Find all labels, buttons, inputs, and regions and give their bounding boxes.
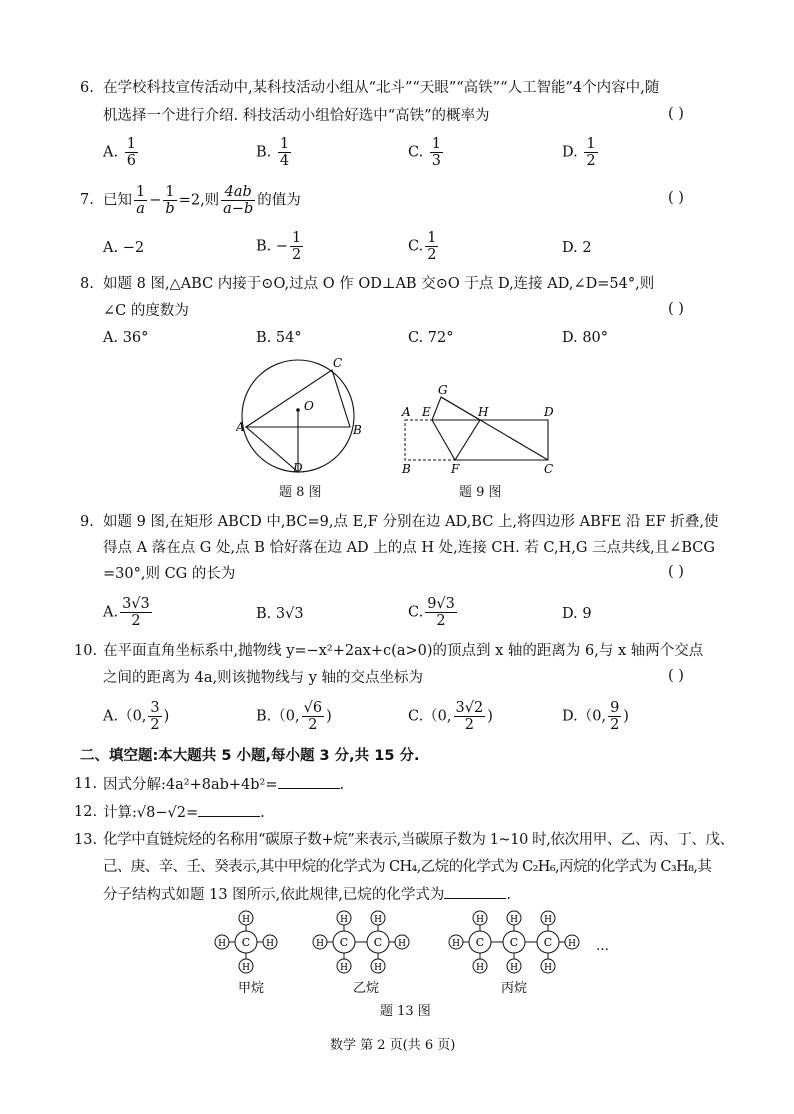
fig8-lines xyxy=(246,370,350,472)
hydrogen-atom-label: H xyxy=(544,963,552,973)
q8-option-a: A. 36° xyxy=(103,330,149,346)
q6-option-c-label: C. xyxy=(408,144,424,161)
q7-frac-2: $\frac{1}{b}$ xyxy=(165,184,175,217)
q6-number: 6. xyxy=(80,80,94,96)
q13-answer-blank[interactable] xyxy=(444,884,506,899)
hydrogen-atom-label: H xyxy=(340,915,348,925)
figure-8-diagram xyxy=(236,352,366,477)
q9-stem-line2: 得点 A 落在点 G 处,点 B 恰好落在边 AD 上的点 H 处,连接 CH. 若 C,H,G 三点共线,且∠BCG xyxy=(103,540,715,556)
q10-stem-line2: 之间的距离为 4a,则该抛物线与 y 轴的交点坐标为 xyxy=(103,670,423,686)
hydrogen-atom-label: H xyxy=(510,963,518,973)
q10-option-b: B.（0, $\frac{√6}{2}$ ) xyxy=(256,700,332,733)
carbon-atom-label: C xyxy=(373,936,383,949)
q11-answer-blank[interactable] xyxy=(278,774,340,789)
q8-stem-line2: ∠C 的度数为 xyxy=(103,303,189,319)
page-footer: 数学 第 2 页(共 6 页) xyxy=(330,1038,456,1053)
q8-stem-line1: 如题 8 图,△ABC 内接于⊙O,过点 O 作 OD⊥AB 交⊙O 于点 D,连接 AD,∠D=54°,则 xyxy=(103,276,655,292)
q12-answer-blank[interactable] xyxy=(198,802,260,817)
fig8-center-point xyxy=(296,408,300,412)
q13-stem-line1: 化学中直链烷烃的名称用“碳原子数+烷”来表示,当碳原子数为 1~10 时,依次用甲、乙、丙、丁、戊、 xyxy=(103,832,734,848)
hydrogen-atom-label: H xyxy=(398,939,406,949)
figure-13-diagram xyxy=(208,908,620,994)
q6-option-b xyxy=(256,136,293,169)
q10-stem-line1: 在平面直角坐标系中,抛物线 y=−x²+2ax+c(a>0)的顶点到 x 轴的距离为 6,与 x 轴两个交点 xyxy=(103,643,704,659)
fig9-label-f: F xyxy=(451,462,460,476)
fig9-label-g: G xyxy=(438,383,448,397)
q6-option-d xyxy=(562,136,600,169)
q9-answer-paren: ( ) xyxy=(668,564,684,580)
q12-number: 12. xyxy=(74,804,98,820)
hydrogen-atom-label: H xyxy=(242,963,250,973)
q7-option-c: C. $\frac{1}{2}$ xyxy=(408,230,437,263)
q7-option-a: A. −2 xyxy=(103,240,145,256)
q8-number: 8. xyxy=(80,276,94,292)
carbon-atom-label: C xyxy=(509,936,519,949)
q11-number: 11. xyxy=(74,776,98,792)
q10-option-c: C.（0, $\frac{3√2}{2}$ ) xyxy=(408,700,493,733)
fig8-label-d: D xyxy=(293,461,303,475)
q6-answer-paren: ( ) xyxy=(668,106,684,122)
q9-option-b: B. 3√3 xyxy=(256,606,304,622)
fig9-line-gc xyxy=(441,397,548,460)
fig8-label-a: A xyxy=(236,420,245,434)
fig8-caption: 题 8 图 xyxy=(279,485,322,500)
q9-option-a: A. $\frac{3√3}{2}$ xyxy=(103,596,150,629)
fig9-label-e: E xyxy=(422,405,431,419)
q6-option-c-fraction: $\frac{1}{3}$ xyxy=(431,136,442,169)
q10-number: 10. xyxy=(74,643,98,659)
fig9-label-c: C xyxy=(544,462,554,476)
q12-stem: 计算:√8−√2= . xyxy=(103,802,265,823)
hydrogen-atom-label: H xyxy=(544,915,552,925)
figure-9-diagram xyxy=(398,380,563,478)
fig9-label-a: A xyxy=(402,405,411,419)
carbon-atom-label: C xyxy=(475,936,485,949)
fig9-caption: 题 9 图 xyxy=(459,485,502,500)
q9-stem-line3: =30°,则 CG 的长为 xyxy=(103,566,236,582)
q13-stem-line3: 分子结构式如题 13 图所示,依此规律,已烷的化学式为 . xyxy=(103,884,511,905)
q13-stem-line2: 己、庚、辛、壬、癸表示,其中甲烷的化学式为 CH₄,乙烷的化学式为 C₂H₆,丙烷的化学式为 C₃H₈,其 xyxy=(103,859,712,875)
hydrogen-atom-label: H xyxy=(568,939,576,949)
fig9-label-d: D xyxy=(544,405,554,419)
q7-option-d: D. 2 xyxy=(562,240,592,256)
hydrogen-atom-label: H xyxy=(452,939,460,949)
q8-answer-paren: ( ) xyxy=(668,301,684,317)
q7-option-b: B. − $\frac{1}{2}$ xyxy=(256,230,302,263)
q6-option-a-fraction: $\frac{1}{6}$ xyxy=(126,136,136,169)
carbon-atom-label: C xyxy=(543,936,553,949)
q7-frac-3: $\frac{4ab}{a-b}$ xyxy=(223,184,254,217)
q13-number: 13. xyxy=(74,832,98,848)
carbon-atom-label: C xyxy=(241,936,251,949)
q6-option-b-label: B. xyxy=(256,144,272,161)
fig13-name-ethane: 乙烷 xyxy=(353,981,380,994)
q10-option-d: D.（0, $\frac{9}{2}$ ) xyxy=(562,700,629,733)
q7-stem: 已知 $\frac{1}{a}$ − $\frac{1}{b}$ =2,则 $\frac{4ab}{a-b}$ 的值为 xyxy=(103,184,301,217)
q9-stem-line1: 如题 9 图,在矩形 ABCD 中,BC=9,点 E,F 分别在边 AD,BC 上,将四边形 ABFE 沿 EF 折叠,使 xyxy=(103,514,719,530)
q6-option-a xyxy=(103,136,140,169)
q6-option-d-fraction: $\frac{1}{2}$ xyxy=(586,136,596,169)
q6-option-a-label: A. xyxy=(103,144,119,161)
hydrogen-atom-label: H xyxy=(374,963,382,973)
q6-option-b-fraction: $\frac{1}{4}$ xyxy=(279,136,290,169)
q7-answer-paren: ( ) xyxy=(668,190,684,206)
fig13-name-methane: 甲烷 xyxy=(238,981,265,994)
q6-option-d-label: D. xyxy=(562,144,578,161)
fig8-label-b: B xyxy=(353,423,362,437)
q10-answer-paren: ( ) xyxy=(668,668,684,684)
hydrogen-atom-label: H xyxy=(242,915,250,925)
q6-stem-line1: 在学校科技宣传活动中,某科技活动小组从“北斗”“天眼”“高铁”“人工智能”4个内容中,随 xyxy=(103,80,660,96)
hydrogen-atom-label: H xyxy=(374,915,382,925)
q10-option-a: A.（0, $\frac{3}{2}$ ) xyxy=(103,700,170,733)
q9-number: 9. xyxy=(80,514,94,530)
fig9-label-h: H xyxy=(478,405,489,419)
fig13-ellipsis: … xyxy=(596,939,609,954)
q6-option-c xyxy=(408,136,445,169)
q7-frac-1: $\frac{1}{a}$ xyxy=(136,184,146,217)
fig13-caption: 题 13 图 xyxy=(380,1004,431,1019)
section-2-heading: 二、填空题:本大题共 5 小题,每小题 3 分,共 15 分. xyxy=(80,748,420,764)
q6-stem-line2: 机选择一个进行介绍. 科技活动小组恰好选中“高铁”的概率为 xyxy=(103,108,490,124)
hydrogen-atom-label: H xyxy=(266,939,274,949)
q8-option-b: B. 54° xyxy=(256,330,302,346)
fig8-label-c: C xyxy=(333,356,343,370)
q8-option-d: D. 80° xyxy=(562,330,609,346)
fig9-label-b: B xyxy=(402,462,411,476)
hydrogen-atom-label: H xyxy=(218,939,226,949)
hydrogen-atom-label: H xyxy=(476,915,484,925)
hydrogen-atom-label: H xyxy=(340,963,348,973)
q7-number: 7. xyxy=(80,192,94,208)
fig8-label-o: O xyxy=(304,399,314,413)
q8-option-c: C. 72° xyxy=(408,330,454,346)
fig13-molecules xyxy=(215,911,579,973)
q9-option-d: D. 9 xyxy=(562,606,592,622)
hydrogen-atom-label: H xyxy=(510,915,518,925)
q9-option-c: C. $\frac{9√3}{2}$ xyxy=(408,596,455,629)
q11-stem: 因式分解:4a²+8ab+4b²= . xyxy=(103,774,344,795)
hydrogen-atom-label: H xyxy=(316,939,324,949)
hydrogen-atom-label: H xyxy=(476,963,484,973)
carbon-atom-label: C xyxy=(339,936,349,949)
fig13-name-propane: 丙烷 xyxy=(501,981,528,994)
